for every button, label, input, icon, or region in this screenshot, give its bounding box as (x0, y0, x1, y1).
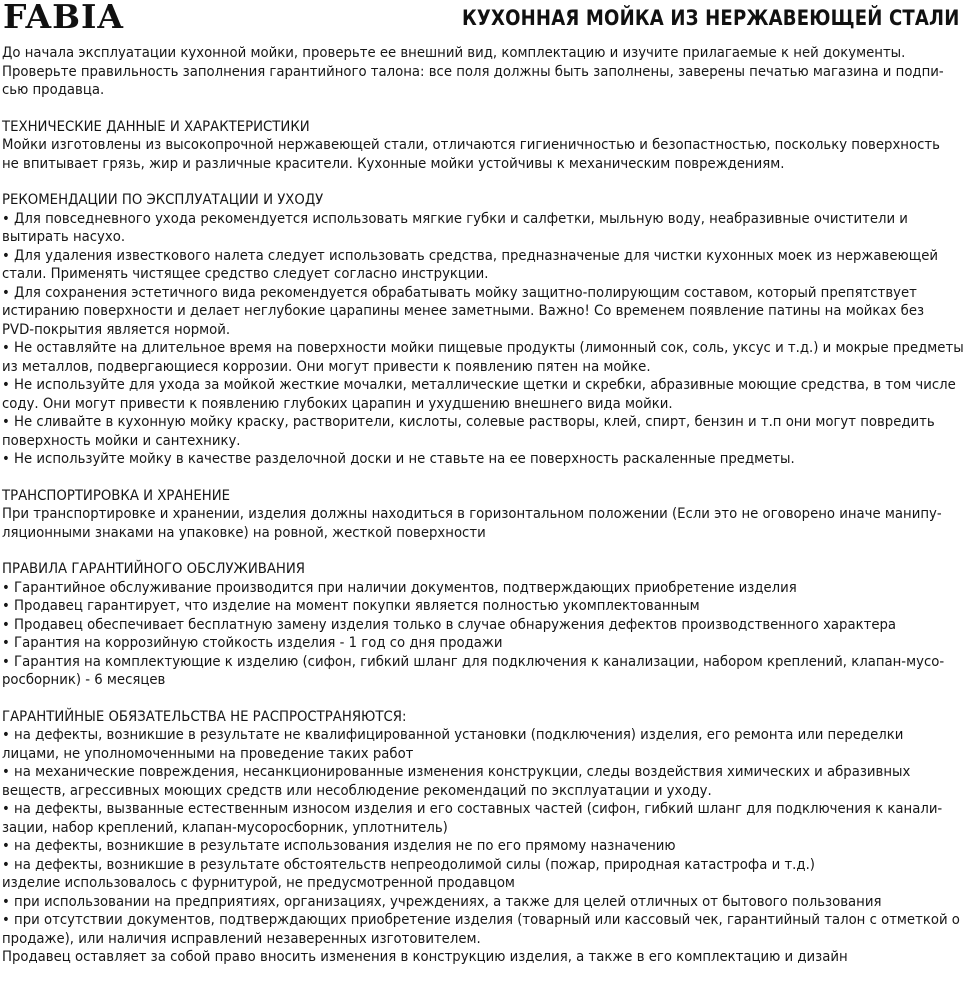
warranty-section (2, 560, 968, 690)
list-item-plain: изделие использовалось с фурнитурой, не предусмотренной продавцом (2, 875, 515, 891)
list-item: • Гарантия на коррозийную стойкость изделия - 1 год со дня продажи (2, 634, 968, 653)
transport-line: ляционными знаками на упаковке) на ровной, жесткой поверхности (2, 524, 486, 541)
list-item: • Для удаления известкового налета следует использовать средства, предназначеные для чистки кухонных моек из нержавеющей стали. Применять чистящее средство следует согласно инструкции. (2, 247, 968, 284)
page-header (2, 0, 967, 44)
document-title: КУХОННАЯ МОЙКА ИЗ НЕРЖАВЕЮЩЕЙ СТАЛИ (461, 6, 959, 30)
list-item: • Не сливайте в кухонную мойку краску, растворители, кислоты, солевые растворы, клей, спирт, бензин и т.п они могут повредить поверхность мойки и сантехнику. (2, 413, 968, 450)
tech-line: не впитывает грязь, жир и различные красители. Кухонные мойки устойчивы к механическим повреждениям. (2, 155, 785, 172)
care-list (2, 210, 968, 469)
section-heading: ГАРАНТИЙНЫЕ ОБЯЗАТЕЛЬСТВА НЕ РАСПРОСТРАНЯЮТСЯ: (2, 708, 407, 725)
transport-section (2, 487, 968, 543)
list-item: • Гарантийное обслуживание производится при наличии документов, подтверждающих приобретение изделия (2, 579, 968, 598)
list-item: • Для повседневного ухода рекомендуется использовать мягкие губки и салфетки, мыльную воду, неабразивные очистители и вытирать насухо. (2, 210, 968, 247)
list-item: • при использовании на предприятиях, организациях, учреждениях, а также для целей отличных от бытового пользования (2, 893, 968, 912)
tech-section (2, 118, 968, 174)
list-item: • Не используйте мойку в качестве разделочной доски и не ставьте на ее поверхность раскаленные предметы. (2, 450, 968, 469)
footer-note: Продавец оставляет за собой право вносить изменения в конструкцию изделия, а также в его комплектацию и дизайн (2, 949, 848, 965)
exclusions-list (2, 726, 968, 948)
intro-line: сью продавца. (2, 82, 105, 98)
list-item: • при отсутствии документов, подтверждающих приобретение изделия (товарный или кассовый чек, гарантийный талон с отметкой о продаже), или наличия исправлений незаверенных изготовителем. (2, 911, 968, 948)
document-body (2, 44, 968, 967)
list-item: • Не оставляйте на длительное время на поверхности мойки пищевые продукты (лимонный сок, соль, уксус и т.д.) и мокрые предметы из металлов, подвергающиеся коррозии. Они могут привести к появлению пятен на мойке. (2, 339, 968, 376)
list-item: • Для сохранения эстетичного вида рекомендуется обрабатывать мойку защитно-полирующим составом, который препятствует истиранию поверхности и делает неглубокие царапины менее заметными. Важно! Со временем появление патины на мойках без PVD-покрытия является нормой. (2, 284, 968, 340)
intro-section (2, 44, 968, 100)
list-item: • Продавец гарантирует, что изделие на момент покупки является полностью укомплектованным (2, 597, 968, 616)
care-section (2, 191, 968, 469)
list-item: • на дефекты, возникшие в результате обстоятельств непреодолимой силы (пожар, природная катастрофа и т.д.) (2, 856, 968, 875)
list-item: • Продавец обеспечивает бесплатную замену изделия только в случае обнаружения дефектов производственного характера (2, 616, 968, 635)
exclusions-section (2, 708, 968, 967)
intro-line: Проверьте правильность заполнения гарантийного талона: все поля должны быть заполнены, заверены печатью магазина и подпи- (2, 63, 944, 80)
list-item: • на дефекты, вызванные естественным износом изделия и его составных частей (сифон, гибкий шланг для подключения к канали- зации, набор креплений, клапан-мусоросборник, уплотнитель) (2, 800, 968, 837)
list-item: • на механические повреждения, несанкционированные изменения конструкции, следы воздействия химических и абразивных веществ, агрессивных моющих средств или несоблюдение рекомендаций по эксплуатации и уходу. (2, 763, 968, 800)
section-heading: ТРАНСПОРТИРОВКА И ХРАНЕНИЕ (2, 487, 231, 504)
section-heading: ПРАВИЛА ГАРАНТИЙНОГО ОБСЛУЖИВАНИЯ (2, 561, 306, 577)
list-item: • на дефекты, возникшие в результате не квалифицированной установки (подключения) изделия, его ремонта или переделки лицами, не уполномоченными на проведение таких работ (2, 726, 968, 763)
section-heading: ТЕХНИЧЕСКИЕ ДАННЫЕ И ХАРАКТЕРИСТИКИ (2, 118, 310, 135)
tech-line: Мойки изготовлены из высокопрочной нержавеющей стали, отличаются гигиеничностью и безопастностью, поскольку поверхность (2, 137, 940, 153)
list-item: • Не используйте для ухода за мойкой жесткие мочалки, металлические щетки и скребки, абразивные моющие средства, в том числе соду. Они могут привести к появлению глубоких царапин и ухудшению внешнего вида мойки. (2, 376, 968, 413)
brand-logo: FABIA (3, 0, 125, 36)
warranty-list (2, 579, 968, 690)
section-heading: РЕКОМЕНДАЦИИ ПО ЭКСПЛУАТАЦИИ И УХОДУ (2, 192, 324, 208)
intro-line: До начала эксплуатации кухонной мойки, проверьте ее внешний вид, комплектацию и изучите прилагаемые к ней документы. (2, 45, 906, 61)
transport-line: При транспортировке и хранении, изделия должны находиться в горизонтальном положении (Если это не оговорено иначе манипу- (2, 506, 942, 522)
list-item: • Гарантия на комплектующие к изделию (сифон, гибкий шланг для подключения к канализации, набором креплений, клапан-мусо- росборник) - 6 месяцев (2, 653, 968, 690)
list-item: • на дефекты, возникшие в результате использования изделия не по его прямому назначению (2, 837, 968, 856)
